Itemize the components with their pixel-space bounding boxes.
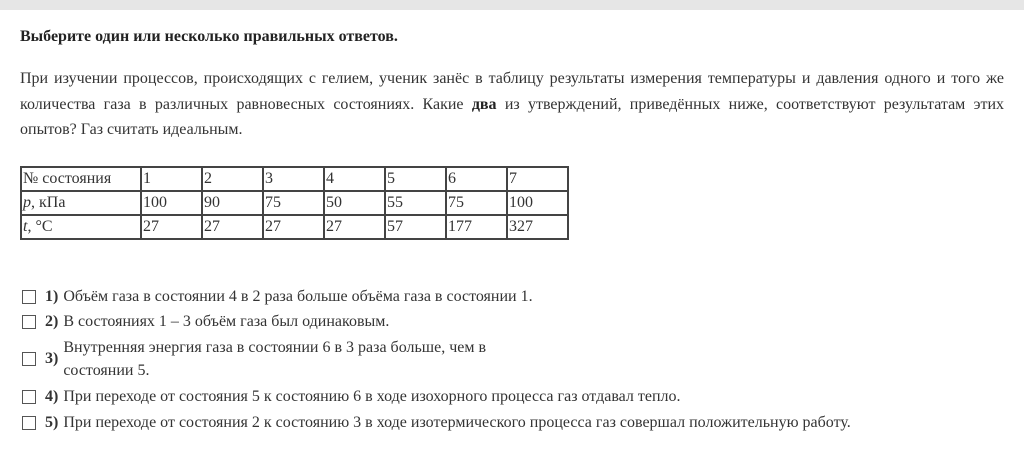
answer-option-2[interactable]: [22, 309, 851, 334]
pressure-symbol: p: [23, 194, 31, 211]
table-cell: 4: [324, 167, 385, 191]
answer-text: При переходе от состояния 2 к состоянию 3 в ходе изотермического процесса газ совершал положительную работу.: [63, 414, 851, 431]
table-header-cell: № состояния: [21, 167, 141, 191]
table-row-pressure: [21, 191, 568, 215]
answer-text: При переходе от состояния 5 к состоянию 6 в ходе изохорного процесса газ отдавал тепло.: [63, 388, 681, 405]
answer-options: [22, 285, 851, 436]
answer-option-4[interactable]: [22, 384, 851, 410]
table-cell: 100: [141, 191, 202, 215]
answer-text: Объём газа в состоянии 4 в 2 раза больше объёма газа в состоянии 1.: [63, 288, 533, 305]
instruction-text: Выберите один или несколько правильных ответов.: [20, 28, 398, 45]
answer-text: В состояниях 1 – 3 объём газа был одинаковым.: [63, 312, 390, 330]
answer-checkbox-2[interactable]: [22, 315, 36, 329]
table-cell: 7: [507, 167, 568, 191]
answer-number: 1): [45, 288, 59, 305]
table-cell: 3: [263, 167, 324, 191]
answer-checkbox-3[interactable]: [22, 352, 36, 366]
question-part-1: При изучении процессов, происходящих с гелием, ученик занёс в таблицу результаты измерения температуры и давления одного и того же количества газа в различных равновесных состояниях. Какие: [20, 70, 1004, 113]
temperature-symbol: t: [23, 218, 28, 235]
table-cell: 27: [263, 215, 324, 239]
table-cell: 5: [385, 167, 446, 191]
answer-checkbox-1[interactable]: [22, 290, 36, 304]
table-header-cell: [21, 191, 141, 215]
table-cell: 55: [385, 191, 446, 215]
table-cell: 2: [202, 167, 263, 191]
table-cell: 57: [385, 215, 446, 239]
answer-number: 5): [45, 414, 59, 431]
table-cell: 177: [446, 215, 507, 239]
table-cell: 27: [141, 215, 202, 239]
table-cell: 327: [507, 215, 568, 239]
table-cell: 6: [446, 167, 507, 191]
table-cell: 100: [507, 191, 568, 215]
question-part-2: из утверждений, приведённых ниже, соответствуют результатам этих опытов? Газ считать идеальным.: [20, 95, 1005, 138]
answer-checkbox-5[interactable]: [22, 416, 36, 430]
table-cell: 27: [324, 215, 385, 239]
table-cell: 27: [202, 215, 263, 239]
table-cell: 1: [141, 167, 202, 191]
answer-option-3[interactable]: [22, 334, 851, 384]
measurement-table: [20, 166, 569, 240]
top-bar: [0, 0, 1024, 10]
table-row-state: [21, 167, 568, 191]
table-row-temperature: [21, 215, 568, 239]
table-cell: 75: [446, 191, 507, 215]
table-cell: 75: [263, 191, 324, 215]
temperature-unit: , °C: [27, 218, 53, 235]
answer-option-5[interactable]: [22, 410, 851, 436]
table-cell: 50: [324, 191, 385, 215]
pressure-unit: , кПа: [31, 194, 66, 211]
question-text: [20, 66, 1004, 143]
table-header-cell: [21, 215, 141, 239]
answer-number: 3): [45, 350, 59, 367]
answer-text: Внутренняя энергия газа в состоянии 6 в 3 раза больше, чем в состоянии 5.: [63, 339, 487, 379]
answer-number: 2): [45, 312, 59, 330]
answer-option-1[interactable]: [22, 285, 851, 309]
table-cell: 90: [202, 191, 263, 215]
answer-number: 4): [45, 388, 59, 405]
answer-checkbox-4[interactable]: [22, 390, 36, 404]
question-bold-word: два: [471, 95, 497, 113]
